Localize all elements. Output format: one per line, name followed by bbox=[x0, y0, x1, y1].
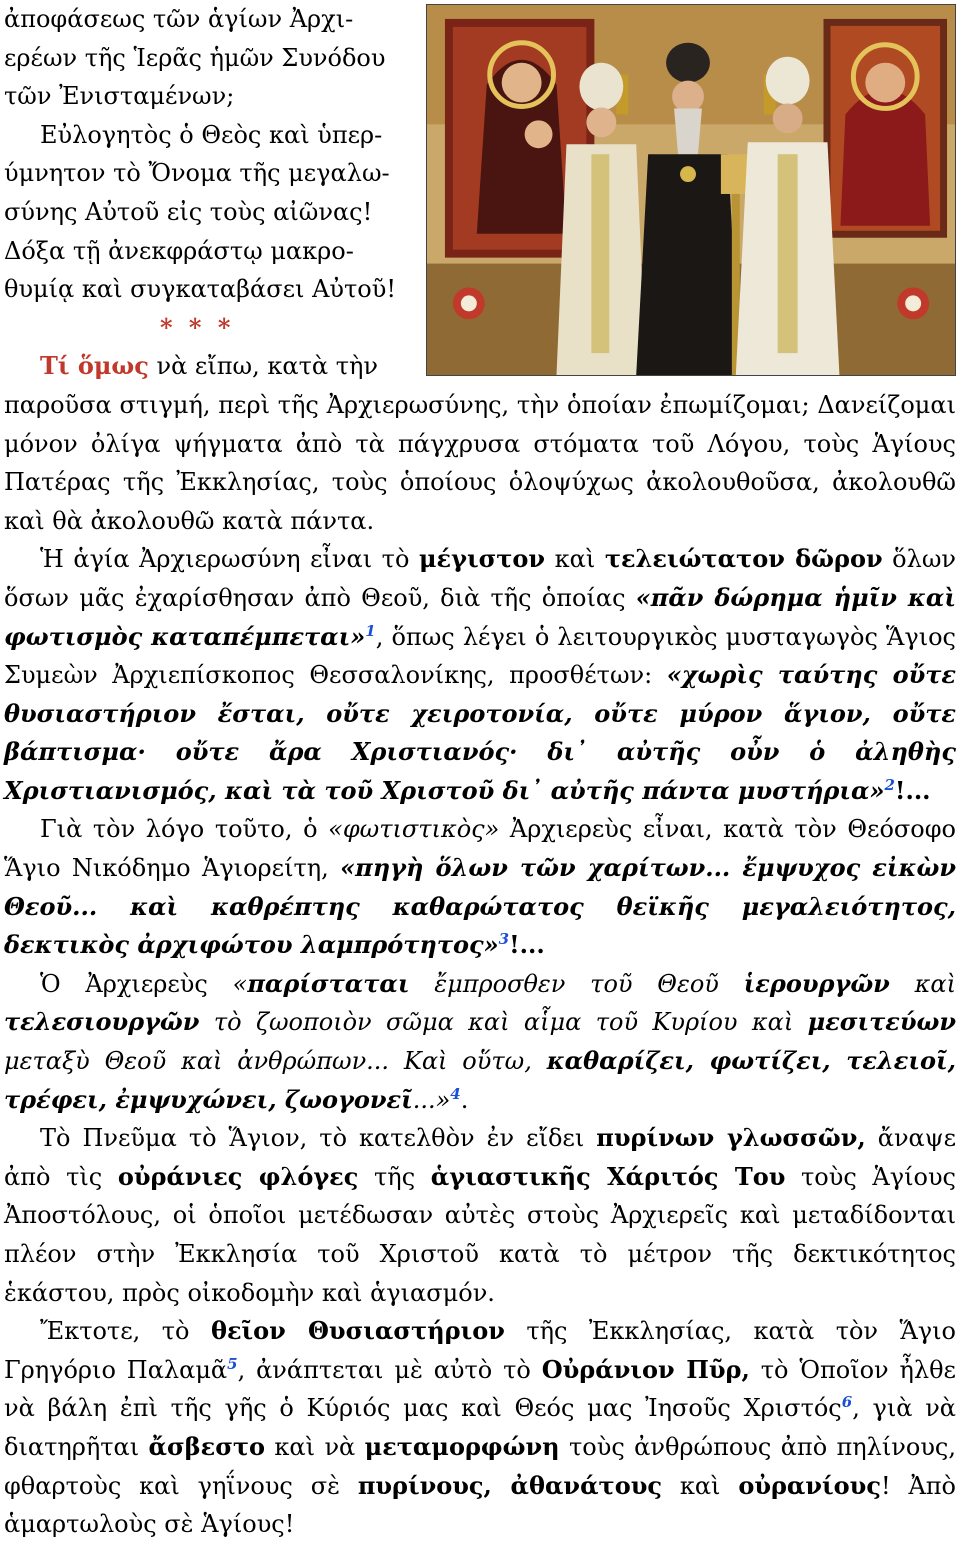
text-line: τῶν Ἐνισταμένων; bbox=[4, 82, 235, 111]
text-line: Δόξα τῇ ἀνεκφράστῳ μακρο- bbox=[4, 236, 354, 265]
emphasis: τελεσιουργῶν bbox=[4, 1007, 200, 1037]
text-span: ἄναψε ἀπὸ τὶς bbox=[4, 1124, 957, 1191]
emphasis: ἱερουργῶν bbox=[743, 968, 890, 998]
text-line: παροῦσα στιγμή, περὶ τῆς Ἀρχιερωσύνης, τὴν ὁποίαν ἐπωμίζομαι; Δανείζομαι bbox=[4, 390, 956, 419]
footnote-ref[interactable]: 5 bbox=[227, 1354, 238, 1373]
text-span: καὶ bbox=[661, 1471, 739, 1500]
text-span: Ἔκτοτε, τὸ bbox=[40, 1317, 211, 1346]
emphasis: οὐράνιες φλόγες bbox=[117, 1161, 359, 1191]
text-span: , ὅπως λέγει ὁ λειτουργικὸς μυσταγωγὸς Ἅγιος Συμεὼν Ἀρχιεπίσκοπος Θεσσαλονίκης, προσθέτων: bbox=[4, 622, 956, 690]
emphasis: μεσιτεύων bbox=[807, 1007, 956, 1037]
emphasis: μεταξὺ Θεοῦ καὶ ἀνθρώπων... Καὶ οὕτω, bbox=[4, 1047, 547, 1076]
text-span: ! Ἀπὸ ἁμαρτωλοὺς σὲ Ἁγίους! bbox=[4, 1471, 957, 1539]
emphasis: ἔμπροσθεν τοῦ Θεοῦ bbox=[409, 969, 744, 998]
footnote-ref[interactable]: 4 bbox=[450, 1084, 461, 1103]
text-span: τοὺς ἀνθρώπους ἀπὸ πηλίνους, φθαρτοὺς καὶ γηΐνους σὲ bbox=[4, 1432, 956, 1500]
emphasis: τὸ ζωοποιὸν σῶμα καὶ αἷμα τοῦ Κυρίου καὶ bbox=[199, 1008, 808, 1037]
text-span: τὸ Ὁποῖον ἦλθε νὰ βάλη ἐπὶ τῆς γῆς ὁ Κύριός μας καὶ Θεός μας Ἰησοῦς Χριστός bbox=[4, 1355, 956, 1423]
text-line: Πατέρας τῆς Ἐκκλησίας, τοὺς ὁποίους ὁλοψύχως ἀκολουθοῦσα, ἀκολουθῶ bbox=[4, 468, 956, 497]
emphasis: καθαρίζει, φωτίζει, τελειοῖ, τρέφει, ἐμψυχώνει, ζωογονεῖ bbox=[4, 1046, 956, 1114]
footnote-ref[interactable]: 1 bbox=[365, 621, 376, 640]
section-separator: * * * bbox=[160, 312, 235, 342]
lead-phrase: Τί ὅμως bbox=[40, 351, 149, 381]
text-line: σύνης Αὐτοῦ εἰς τοὺς αἰῶνας! bbox=[4, 197, 373, 226]
footnote-ref[interactable]: 6 bbox=[841, 1393, 853, 1412]
text-span: καὶ bbox=[545, 545, 605, 574]
paragraph bbox=[4, 540, 956, 810]
text-span: νὰ εἴπω, κατὰ τὴν bbox=[148, 352, 378, 381]
text-span: Γιὰ τὸν λόγο τοῦτο, ὁ bbox=[40, 815, 329, 844]
text-span: Ὁ Ἀρχιερεὺς bbox=[40, 969, 233, 998]
text-line: ερέων τῆς Ἱερᾶς ἡμῶν Συνόδου bbox=[4, 43, 386, 72]
text-span: Ἀρχιερεὺς εἶναι, κατὰ τὸν Θεόσοφο Ἅγιο Νικόδημο Ἁγιορείτη, bbox=[4, 815, 956, 883]
emphasis: θεῖον Θυσιαστήριον bbox=[210, 1316, 505, 1346]
text-line: ἀποφάσεως τῶν ἁγίων Ἀρχι- bbox=[4, 5, 354, 33]
text-line: θυμίᾳ καὶ συγκαταβάσει Αὐτοῦ! bbox=[4, 275, 396, 304]
text-line: Εὐλογητὸς ὁ Θεὸς καὶ ὑπερ- bbox=[40, 120, 383, 149]
emphasis: παρίσταται bbox=[247, 968, 410, 998]
emphasis: μεταμορφώνη bbox=[364, 1431, 560, 1461]
text-span: , ἀνάπτεται μὲ αὐτὸ τὸ bbox=[237, 1355, 542, 1384]
text-span: , γιὰ νὰ διατηρῆται bbox=[4, 1394, 956, 1461]
text-span: τοὺς Ἁγίους Ἀποστόλους, οἱ ὁποῖοι μετέδωσαν αὐτὲς στοὺς Ἀρχιερεῖς καὶ μεταδίδονται πλέον στὴν Ἐκκλησία τοῦ Χριστοῦ κατὰ τὸ μέτρον τῆς δεκτικότητος ἑκάστου, πρὸς οἰκοδομὴν καὶ ἁγιασμόν. bbox=[4, 1162, 957, 1307]
text-line: καὶ θὰ ἀκολουθῶ κατὰ πάντα. bbox=[4, 506, 375, 535]
emphasis: ...» bbox=[412, 1085, 451, 1114]
footnote-ref[interactable]: 2 bbox=[884, 775, 895, 794]
text-span: . bbox=[460, 1085, 469, 1114]
document-page bbox=[4, 0, 956, 1544]
footnote-ref[interactable]: 3 bbox=[498, 930, 510, 949]
text-span: !... bbox=[894, 775, 931, 805]
emphasis: Οὐράνιον Πῦρ, bbox=[541, 1354, 750, 1384]
emphasis: « bbox=[232, 969, 248, 998]
text-span: Ἡ ἁγία Ἀρχιερωσύνη εἶναι τὸ bbox=[40, 545, 419, 574]
text-span: τῆς bbox=[358, 1162, 431, 1191]
emphasis: «φωτιστικὸς» bbox=[328, 815, 500, 844]
paragraph bbox=[4, 965, 956, 1119]
text-line: ύμνητον τὸ Ὄνομα τῆς μεγαλω- bbox=[4, 159, 390, 188]
text-span: !... bbox=[509, 930, 545, 960]
hierarchs-photo bbox=[426, 4, 956, 376]
emphasis: πυρίνων γλωσσῶν, bbox=[596, 1123, 866, 1153]
paragraph bbox=[4, 810, 956, 964]
emphasis: ἁγιαστικῆς Χάριτός Του bbox=[430, 1161, 786, 1191]
quotation: «πηγὴ ὅλων τῶν χαρίτων... ἔμψυχος εἰκὼν Θεοῦ... καὶ καθρέπτης καθαρώτατος θεϊκῆς μεγαλειότητος, δεκτικὸς ἀρχιφώτου λαμπρότητος» bbox=[4, 853, 956, 960]
emphasis: μέγιστον bbox=[418, 544, 546, 574]
emphasis: πυρίνους, ἀθανάτους bbox=[357, 1470, 662, 1500]
quotation: «χωρὶς ταύτης οὔτε θυσιαστήριον ἔσται, οὔτε χειροτονία, οὔτε μύρον ἅγιον, οὔτε βάπτισμα· οὔτε ἄρα Χριστιανός· δι᾽ αὐτῆς οὖν ὁ ἀληθὴς Χριστιανισμός, καὶ τὰ τοῦ Χριστοῦ δι᾽ αὐτῆς πάντα μυστήρια» bbox=[4, 660, 956, 805]
text-span: καὶ νὰ bbox=[265, 1432, 365, 1461]
text-span: ὅλων ὅσων μᾶς ἐχαρίσθησαν ἀπὸ Θεοῦ, διὰ τῆς ὁποίας bbox=[4, 545, 956, 612]
paragraph bbox=[4, 1312, 956, 1544]
emphasis: τελειώτατον δῶρον bbox=[604, 544, 883, 574]
paragraph bbox=[4, 1119, 956, 1312]
text-span: Τὸ Πνεῦμα τὸ Ἅγιον, τὸ κατελθὸν ἐν εἴδει bbox=[40, 1124, 597, 1153]
text-span: τῆς Ἐκκλησίας, κατὰ τὸν Ἅγιο Γρηγόριο Παλαμᾶ bbox=[4, 1317, 956, 1384]
emphasis: οὐρανίους bbox=[738, 1470, 881, 1500]
text-line: μόνον ὀλίγα ψήγματα ἀπὸ τὰ πάγχρυσα στόματα τοῦ Λόγου, τοὺς Ἁγίους bbox=[4, 429, 956, 458]
emphasis: ἄσβεστο bbox=[148, 1431, 266, 1461]
hierarchs-photo-illustration bbox=[427, 5, 955, 375]
emphasis: καὶ bbox=[889, 969, 956, 998]
quotation: «πᾶν δώρημα ἡμῖν καὶ φωτισμὸς καταπέμπεται» bbox=[4, 582, 956, 651]
